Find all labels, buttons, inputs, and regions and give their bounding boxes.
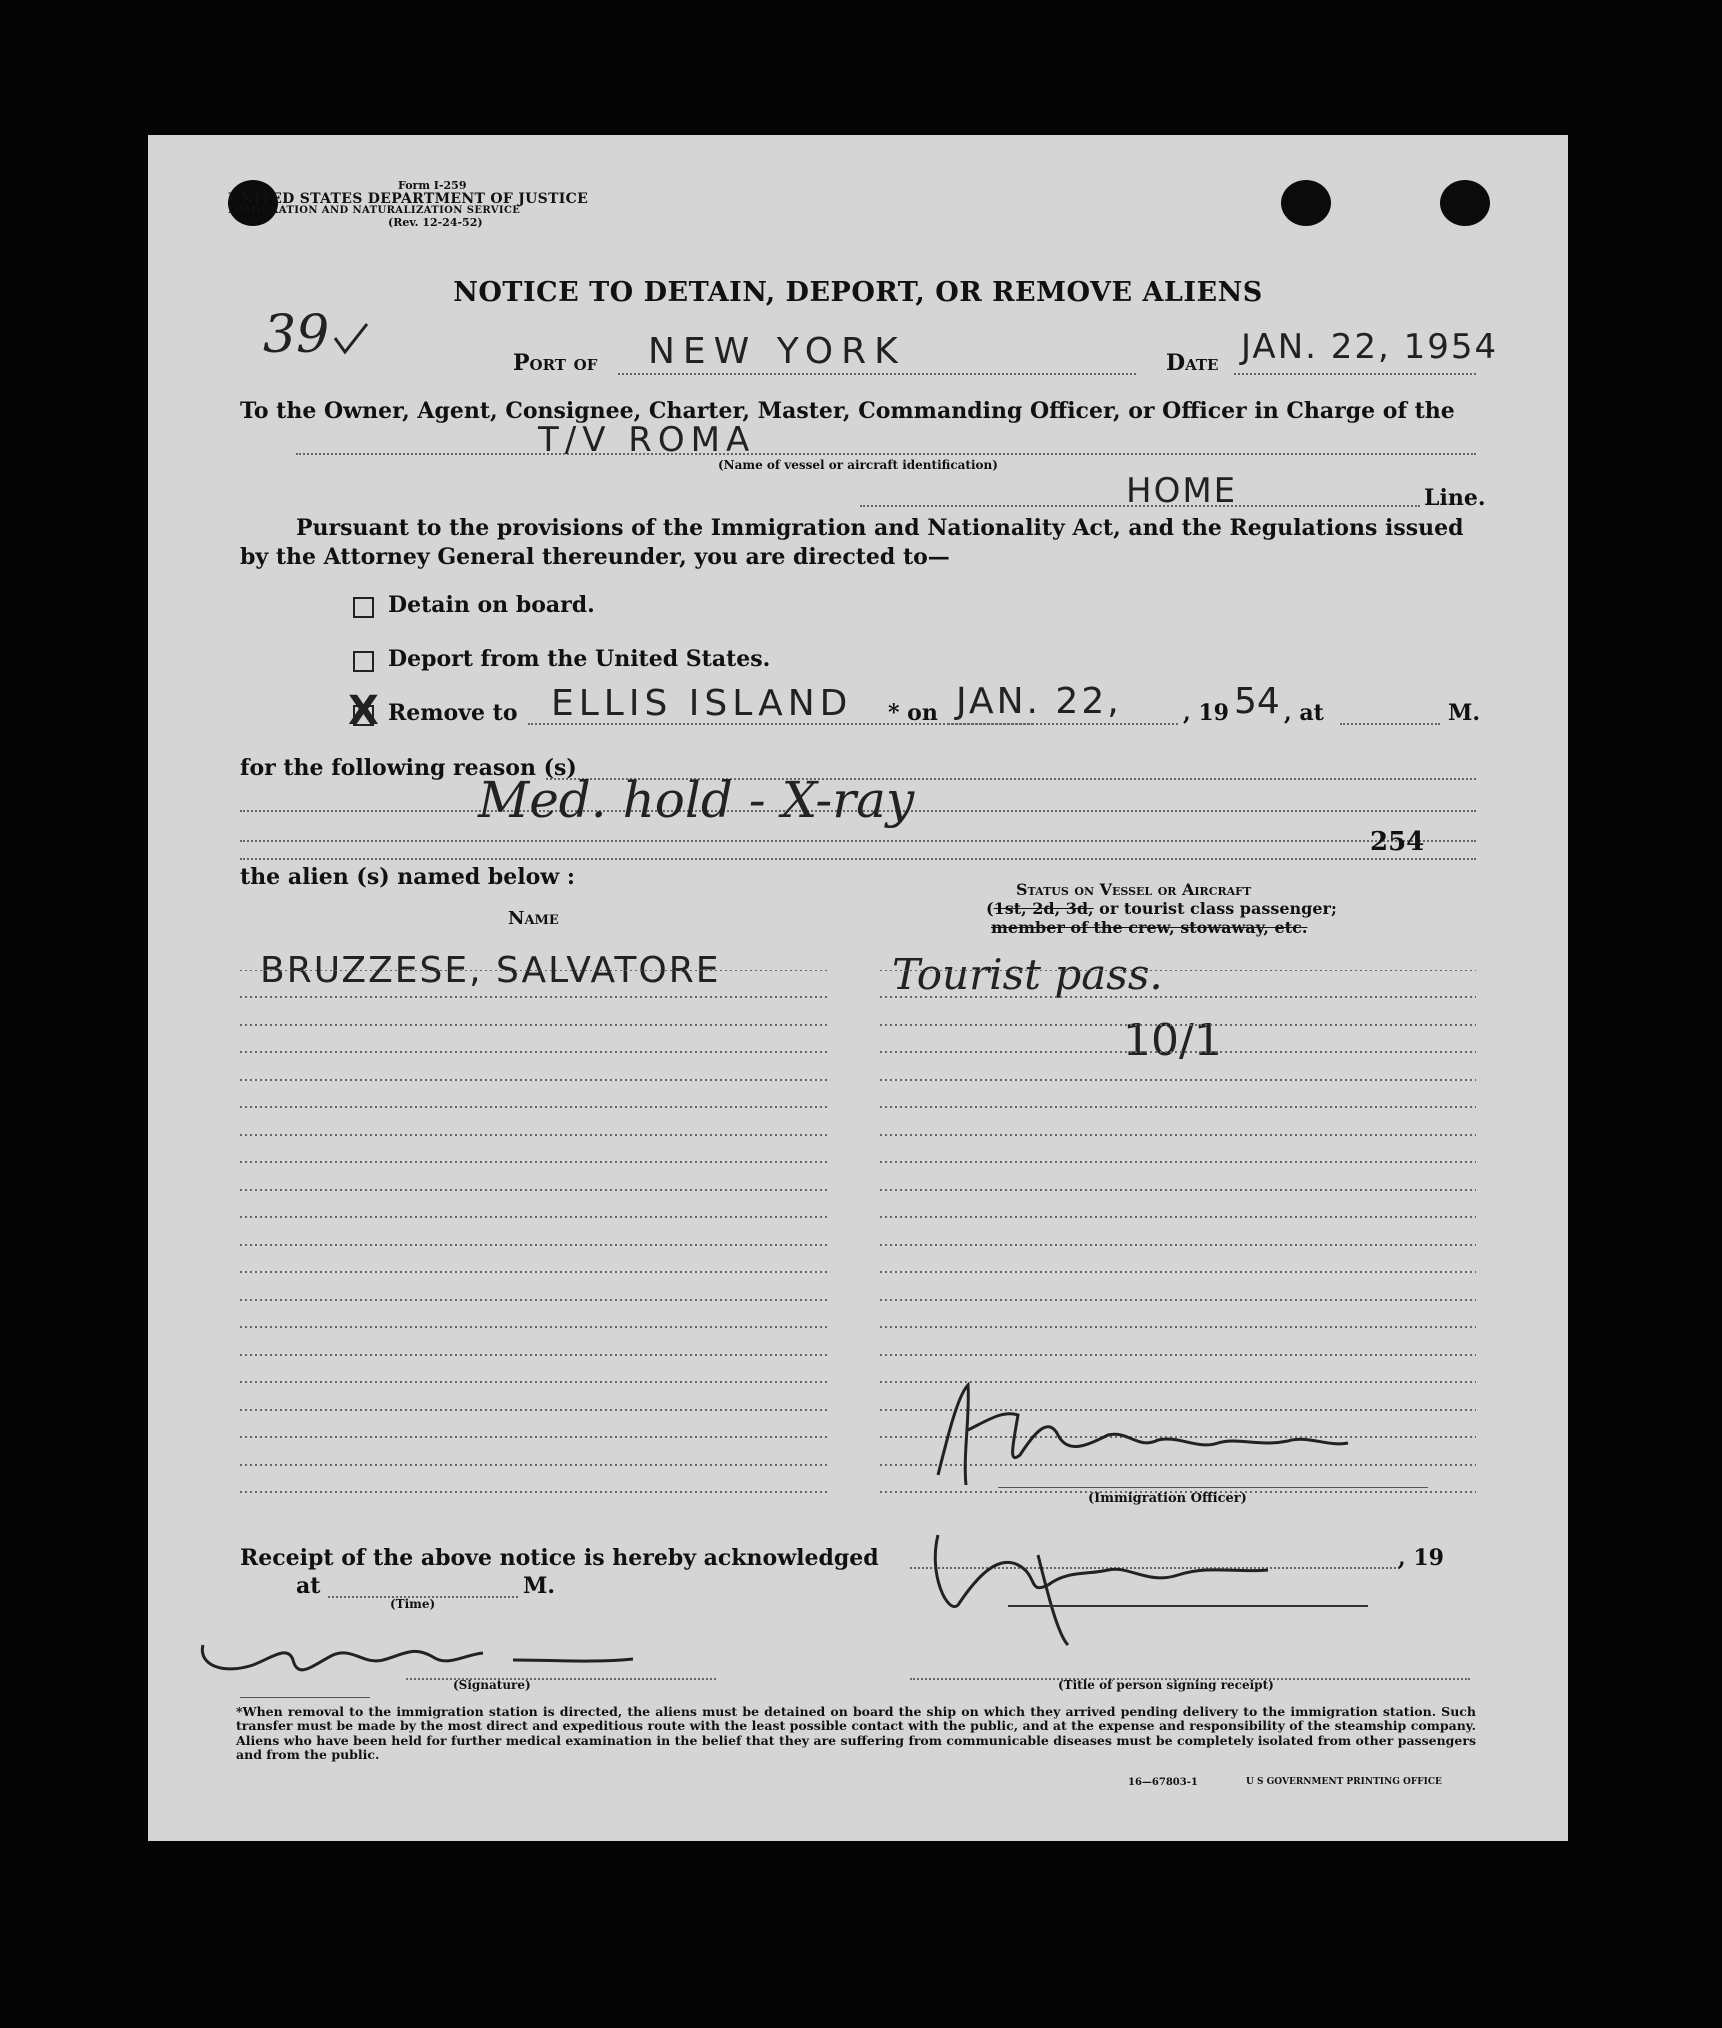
title-caption: (Title of person signing receipt)	[1058, 1678, 1274, 1692]
reason-line-4	[240, 858, 1476, 860]
status-struck-classes: 1st, 2d, 3d,	[993, 899, 1094, 918]
print-code: 16—67803-1	[1128, 1777, 1198, 1788]
time-line	[1340, 723, 1440, 725]
officer-line	[998, 1487, 1428, 1488]
reason-number: 254	[1370, 827, 1425, 857]
detain-checkbox[interactable]	[353, 597, 374, 618]
remove-checkbox-mark: X	[348, 688, 379, 734]
reason-line-3	[240, 840, 1476, 842]
detain-label: Detain on board.	[388, 592, 595, 618]
date-line	[1234, 373, 1476, 375]
form-title: NOTICE TO DETAIN, DEPORT, OR REMOVE ALIENS	[453, 277, 1263, 308]
year-value: 54	[1234, 681, 1280, 722]
year-prefix: , 19	[1183, 700, 1229, 726]
form-revision: (Rev. 12-24-52)	[388, 215, 483, 229]
form-sheet	[148, 135, 1568, 1841]
date-label: Date	[1166, 350, 1219, 376]
line-value: HOME	[1126, 471, 1238, 511]
marginal-note: 39	[263, 305, 330, 365]
time-caption: (Time)	[390, 1597, 436, 1611]
printer-name: U S GOVERNMENT PRINTING OFFICE	[1246, 1777, 1442, 1787]
receipt-at-label: at	[296, 1573, 321, 1599]
punch-hole	[1440, 180, 1490, 226]
reason-label: for the following reason (s)	[240, 755, 577, 781]
form-header	[228, 180, 588, 228]
status-struck-crew: member of the crew, stowaway, etc.	[991, 918, 1308, 937]
reason-value: Med. hold - X-ray	[478, 771, 915, 829]
vessel-caption: (Name of vessel or aircraft identification)	[718, 458, 998, 472]
pursuant-text-2: by the Attorney General thereunder, you are directed to—	[240, 544, 950, 570]
alien-number: 10/1	[1123, 1015, 1222, 1066]
status-header-title: Status on Vessel or Aircraft	[1016, 880, 1252, 899]
name-column-header: Name	[508, 908, 559, 929]
punch-hole	[1281, 180, 1331, 226]
alien-status: Tourist pass.	[892, 950, 1163, 999]
on-date-value: JAN. 22,	[956, 681, 1122, 722]
at-label: , at	[1284, 700, 1324, 726]
alien-name: BRUZZESE, SALVATORE	[260, 950, 721, 991]
status-header-line2	[991, 918, 1307, 937]
line-label: Line.	[1424, 485, 1486, 511]
port-line	[618, 373, 1136, 375]
signature-short-line	[240, 1697, 370, 1698]
service-name: IMMIGRATION AND NATURALIZATION SERVICE	[228, 205, 521, 217]
receipt-m-label: M.	[523, 1573, 556, 1599]
port-label: Port of	[513, 350, 598, 376]
remove-to-value: ELLIS ISLAND	[551, 683, 853, 724]
m-label: M.	[1448, 700, 1481, 726]
addressee-text: To the Owner, Agent, Consignee, Charter, Master, Commanding Officer, or Officer in Charge of the	[240, 398, 1455, 424]
remove-label: Remove to	[388, 700, 518, 726]
receipt-text: Receipt of the above notice is hereby acknowledged	[240, 1545, 879, 1571]
check-mark-icon	[331, 320, 371, 360]
vessel-line	[296, 453, 1476, 455]
form-number: Form I-259	[398, 179, 467, 192]
port-value: NEW YORK	[648, 331, 906, 372]
vessel-value: T/V ROMA	[538, 420, 756, 460]
receipt-underline	[1008, 1605, 1368, 1607]
status-tourist-text: or tourist class passenger;	[1093, 899, 1337, 918]
deport-label: Deport from the United States.	[388, 646, 771, 672]
signature-caption: (Signature)	[453, 1678, 531, 1692]
pursuant-text-1: Pursuant to the provisions of the Immigration and Nationality Act, and the Regulations issued	[296, 515, 1464, 541]
on-date-line	[948, 723, 1178, 725]
aliens-label: the alien (s) named below :	[240, 864, 575, 890]
date-value: JAN. 22, 1954	[1241, 327, 1499, 367]
deport-checkbox[interactable]	[353, 651, 374, 672]
officer-caption: (Immigration Officer)	[1088, 1491, 1247, 1506]
department-name: UNITED STATES DEPARTMENT OF JUSTICE	[228, 190, 589, 207]
receipt-year: , 19	[1398, 1545, 1444, 1571]
status-header-line1: (1st, 2d, 3d, or tourist class passenger;	[986, 899, 1337, 918]
footnote: *When removal to the immigration station is directed, the aliens must be detained on board the ship on which they arrived pending delivery to the immigration station. Such transfer must be made by the most direct and expeditious route with the least possible contact with the public, and at the expense and responsibility of the steamship company. Aliens who have been held for further medical examination in the belief that they are suffering from communicable diseases must be completely isolated from other passengers and from the public.	[236, 1704, 1476, 1763]
officer-signature-icon	[908, 1375, 1468, 1495]
receipt-date-signature-icon	[918, 1515, 1418, 1655]
on-label: * on	[888, 700, 938, 726]
